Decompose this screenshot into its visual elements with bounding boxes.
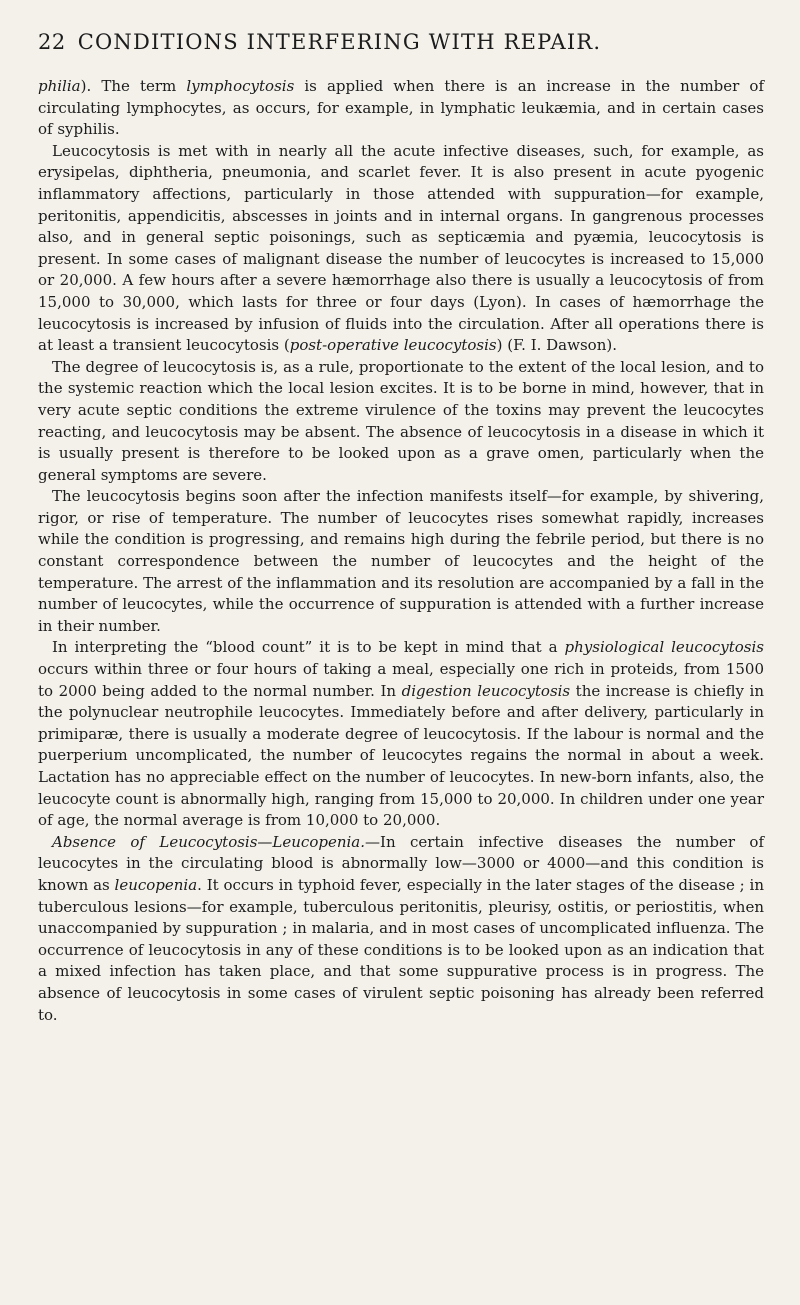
text-segment: occurs within three or four hours of taking a meal, especially one rich in proteids, from 1500 to 2000 being added to the normal number. In [38,660,764,700]
paragraph [38,76,764,141]
running-title: CONDITIONS INTERFERING WITH REPAIR. [77,30,602,54]
text-segment: lymphocytosis [186,77,295,95]
text-segment: the increase is chiefly in the polynuclear neutrophile leucocytes. Immediately before and after delivery, particularly in primiparæ, there is usually a moderate degree of leucocytosis. If the labour is normal and the puerperium uncomplicated, the number of leucocytes regains the normal in about a week. Lactation has no appreciable effect on the number of leucocytes. In new-born infants, also, the leucocyte count is abnormally high, ranging from 15,000 to 20,000. In children under one year of age, the normal average is from 10,000 to 20,000. [38,681,764,830]
paragraph [38,141,764,357]
paragraph [38,357,764,487]
text-segment: ). The term [80,77,187,95]
text-segment: The degree of leucocytosis is, as a rule, proportionate to the extent of the local lesion, and to the systemic reaction which the local lesion excites. It is to be borne in mind, however, that in very acute septic conditions the extreme virulence of the toxins may prevent the leucocytes reacting, and leucocytosis may be absent. The absence of leucocytosis in a disease in which it is usually present is therefore to be looked upon as a grave omen, particularly when the general symptoms are severe. [38,357,764,484]
book-page [38,30,764,1026]
text-segment: is applied when there is an increase in the number of circulating lymphocytes, as occurs, for example, in lymphatic leukæmia, and in certain cases of syphilis. [38,77,765,139]
paragraph [38,637,764,831]
text-segment: Absence of Leucocytosis—Leucopenia. [52,832,366,851]
page-header [38,30,764,54]
page-number: 22 [38,30,66,54]
text-segment: ) (F. I. Dawson). [496,336,617,355]
text-segment: In interpreting the “blood count” it is to be kept in mind that a [52,638,565,657]
text-segment: —In certain infective diseases the number of leucocytes in the circulating blood is abnormally low—3000 or 4000—and this condition is known as [38,832,764,894]
text-segment: digestion leucocytosis [401,681,571,700]
text-segment: The leucocytosis begins soon after the infection manifests itself—for example, by shivering, rigor, or rise of temperature. The number of leucocytes rises somewhat rapidly, increases while the condition is progressing, and remains high during the febrile period, but there is no constant correspondence between the number of leucocytes and the height of the temperature. The arrest of the inflammation and its resolution are accompanied by a fall in the number of leucocytes, while the occurrence of suppuration is attended with a further increase in their number. [38,487,764,635]
text-segment: physiological leucocytosis [564,638,764,657]
text-segment: leucopenia [114,875,198,894]
text-segment: . It occurs in typhoid fever, especially in the later stages of the disease ; in tuberculous lesions—for example, tuberculous peritonitis, pleurisy, ostitis, or periostitis, when unaccompanied by suppuration ; in malaria, and in most cases of uncomplicated influenza. The occurrence of leucocytosis in any of these conditions is to be looked upon as an indication that a mixed infection has taken place, and that some suppurative process is in progress. The absence of leucocytosis in some cases of virulent septic poisoning has already been referred to. [38,875,764,1024]
text-segment: philia [38,77,81,95]
text-segment: Leucocytosis is met with in nearly all the acute infective diseases, such, for example, as erysipelas, diphtheria, pneumonia, and scarlet fever. It is also present in acute pyogenic inflammatory affections, particularly in those attended with suppuration—for example, peritonitis, appendicitis, abscesses in joints and in internal organs. In gangrenous processes also, and in general septic poisonings, such as septicæmia and pyæmia, leucocytosis is present. In some cases of malignant disease the number of leucocytes is increased to 15,000 or 20,000. A few hours after a severe hæmorrhage also there is usually a leucocytosis of from 15,000 to 30,000, which lasts for three or four days (Lyon). In cases of hæmorrhage the leucocytosis is increased by infusion of fluids into the circulation. After all operations there is at least a transient leucocytosis ( [38,141,764,355]
paragraph [38,486,764,637]
paragraph [38,832,764,1026]
text-segment: post-operative leucocytosis [289,336,497,355]
body-text [38,76,764,1026]
